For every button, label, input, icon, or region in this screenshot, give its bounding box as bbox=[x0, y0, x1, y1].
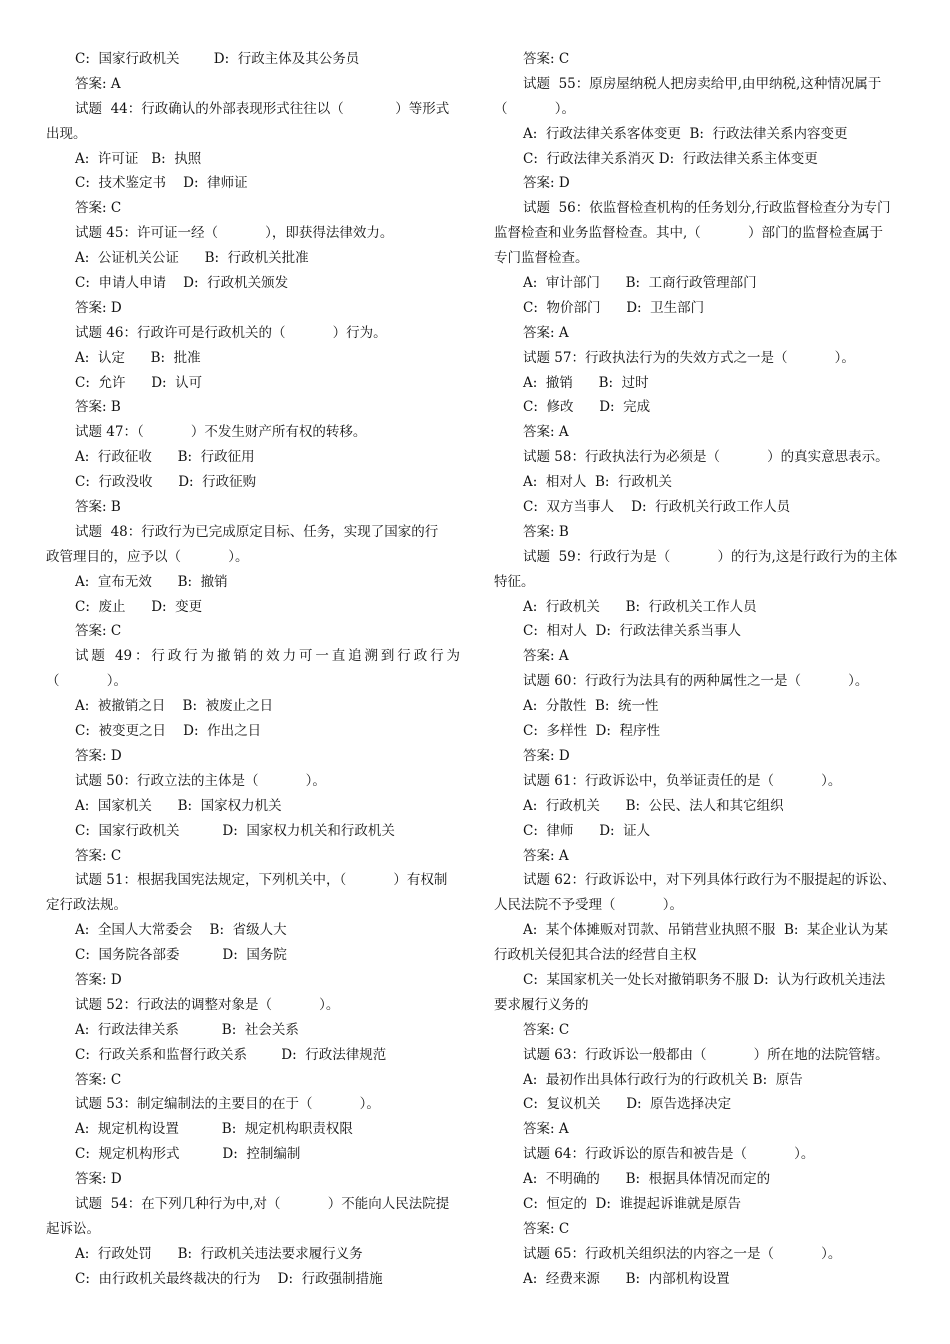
question-line: 试题 53：制定编制法的主要目的在于（ ）。 bbox=[75, 1096, 380, 1113]
answer-line: 答案: C bbox=[75, 1071, 122, 1088]
question-line: 试题 49：行政行为撤销的效力可一直追溯到行政行为 bbox=[75, 648, 460, 665]
continuation-line: （ ）。 bbox=[46, 673, 127, 690]
option-line: A: 全国人大常委会 B: 省级人大 bbox=[75, 922, 287, 939]
question-line: 试题 56：依监督检查机构的任务划分,行政监督检查分为专门 bbox=[523, 200, 891, 217]
answer-line: 答案: D bbox=[75, 299, 122, 316]
question-line: 试题 48：行政行为已完成原定目标、任务，实现了国家的行 bbox=[75, 523, 439, 540]
answer-line: 答案: C bbox=[75, 847, 122, 864]
continuation-line: 起诉讼。 bbox=[46, 1220, 100, 1237]
option-line: A: 行政机关 B: 行政机关工作人员 bbox=[523, 598, 757, 615]
answer-line: 答案: B bbox=[75, 399, 121, 416]
answer-line: 答案: C bbox=[75, 200, 122, 217]
answer-line: 答案: D bbox=[75, 971, 122, 988]
option-line: A: 撤销 B: 过时 bbox=[523, 374, 649, 391]
question-line: 试题 44：行政确认的外部表现形式往往以（ ）等形式 bbox=[75, 100, 450, 117]
continuation-line: 专门监督检查。 bbox=[494, 250, 589, 267]
option-line: C: 物价部门 D: 卫生部门 bbox=[523, 299, 705, 316]
option-line: C: 由行政机关最终裁决的行为 D: 行政强制措施 bbox=[75, 1270, 383, 1287]
continuation-line: 行政机关侵犯其合法的经营自主权 bbox=[494, 947, 697, 964]
continuation-line: 特征。 bbox=[494, 573, 535, 590]
option-line: A: 规定机构设置 B: 规定机构职责权限 bbox=[75, 1121, 353, 1138]
answer-line: 答案: C bbox=[75, 623, 122, 640]
answer-line: 答案: D bbox=[523, 747, 570, 764]
question-line: 试题 50：行政立法的主体是（ ）。 bbox=[75, 772, 326, 789]
option-line: A: 认定 B: 批准 bbox=[75, 349, 201, 366]
continuation-line: 出现。 bbox=[46, 125, 87, 142]
answer-line: 答案: A bbox=[75, 75, 121, 92]
question-line: 试题 63：行政诉讼一般都由（ ）所在地的法院管辖。 bbox=[523, 1046, 889, 1063]
option-line: C: 申请人申请 D: 行政机关颁发 bbox=[75, 275, 289, 292]
question-line: 试题 65：行政机关组织法的内容之一是（ ）。 bbox=[523, 1245, 842, 1262]
option-line: A: 行政法律关系 B: 社会关系 bbox=[75, 1021, 299, 1038]
option-line: C: 行政法律关系消灭 D: 行政法律关系主体变更 bbox=[523, 150, 818, 167]
question-line: 试题 52：行政法的调整对象是（ ）。 bbox=[75, 996, 340, 1013]
option-line: C: 复议机关 D: 原告选择决定 bbox=[523, 1096, 732, 1113]
left-column bbox=[46, 47, 460, 1292]
option-line: A: 分散性 B: 统一性 bbox=[523, 698, 659, 715]
question-line: 试题 46：行政许可是行政机关的（ ）行为。 bbox=[75, 324, 387, 341]
continuation-line: 人民法院不予受理（ ）。 bbox=[494, 897, 683, 914]
answer-line: 答案: B bbox=[75, 499, 121, 516]
option-line: C: 国家行政机关 D: 行政主体及其公务员 bbox=[75, 51, 360, 67]
option-line: A: 许可证 B: 执照 bbox=[75, 150, 202, 167]
continuation-line: 定行政法规。 bbox=[46, 897, 127, 914]
option-line: A: 不明确的 B: 根据具体情况而定的 bbox=[523, 1171, 771, 1188]
option-line: C: 修改 D: 完成 bbox=[523, 399, 651, 416]
option-line: C: 国务院各部委 D: 国务院 bbox=[75, 947, 287, 964]
option-line: C: 相对人 D: 行政法律关系当事人 bbox=[523, 623, 741, 640]
question-line: 试题 57：行政执法行为的失效方式之一是（ ）。 bbox=[523, 349, 855, 366]
option-line: A: 宣布无效 B: 撤销 bbox=[75, 573, 228, 590]
option-line: C: 多样性 D: 程序性 bbox=[523, 723, 660, 740]
question-line: 试题 62：行政诉讼中，对下列具体行政行为不服提起的诉讼、 bbox=[523, 872, 896, 889]
answer-line: 答案: C bbox=[523, 1220, 570, 1237]
continuation-line: （ ）。 bbox=[494, 100, 575, 117]
right-column bbox=[494, 47, 908, 1292]
option-line: C: 规定机构形式 D: 控制编制 bbox=[75, 1146, 301, 1163]
option-line: C: 恒定的 D: 谁提起诉谁就是原告 bbox=[523, 1195, 741, 1212]
answer-line: 答案: D bbox=[75, 747, 122, 764]
option-line: A: 被撤销之日 B: 被废止之日 bbox=[75, 698, 274, 715]
option-line: C: 行政没收 D: 行政征购 bbox=[75, 474, 257, 491]
continuation-line: 要求履行义务的 bbox=[494, 996, 589, 1013]
question-line: 试题 45：许可证一经（ ），即获得法律效力。 bbox=[75, 225, 394, 242]
option-line: A: 行政法律关系客体变更 B: 行政法律关系内容变更 bbox=[523, 125, 848, 142]
continuation-line: 政管理目的，应予以（ ）。 bbox=[46, 548, 249, 565]
continuation-line: 监督检查和业务监督检查。其中,（ ）部门的监督检查属于 bbox=[494, 225, 883, 242]
question-line: 试题 54：在下列几种行为中,对（ ）不能向人民法院提 bbox=[75, 1195, 450, 1212]
answer-line: 答案: D bbox=[523, 175, 570, 192]
question-line: 试题 61：行政诉讼中，负举证责任的是（ ）。 bbox=[523, 772, 842, 789]
option-line: A: 公证机关公证 B: 行政机关批准 bbox=[75, 250, 309, 267]
option-line: A: 审计部门 B: 工商行政管理部门 bbox=[523, 275, 757, 292]
question-line: 试题 59：行政行为是（ ）的行为,这是行政行为的主体 bbox=[523, 548, 898, 565]
option-line: C: 废止 D: 变更 bbox=[75, 598, 203, 615]
option-line: C: 被变更之日 D: 作出之日 bbox=[75, 723, 262, 740]
answer-line: 答案: A bbox=[523, 424, 569, 441]
question-line: 试题 58：行政执法行为必须是（ ）的真实意思表示。 bbox=[523, 449, 889, 466]
option-line: A: 行政机关 B: 公民、法人和其它组织 bbox=[523, 797, 784, 814]
answer-line: 答案: C bbox=[523, 1021, 570, 1038]
question-line: 试题 64：行政诉讼的原告和被告是（ ）。 bbox=[523, 1146, 815, 1163]
answer-line: 答案: A bbox=[523, 324, 569, 341]
option-line: A: 最初作出具体行政行为的行政机关 B: 原告 bbox=[523, 1071, 803, 1088]
answer-line: 答案: A bbox=[523, 1121, 569, 1138]
option-line: A: 经费来源 B: 内部机构设置 bbox=[523, 1270, 730, 1287]
option-line: C: 律师 D: 证人 bbox=[523, 822, 651, 839]
option-line: A: 国家机关 B: 国家权力机关 bbox=[75, 797, 282, 814]
option-line: A: 相对人 B: 行政机关 bbox=[523, 474, 673, 491]
option-line: C: 行政关系和监督行政关系 D: 行政法律规范 bbox=[75, 1046, 387, 1063]
question-line: 试题 60：行政行为法具有的两种属性之一是（ ）。 bbox=[523, 673, 869, 690]
option-line: C: 技术鉴定书 D: 律师证 bbox=[75, 175, 248, 192]
option-line: A: 行政处罚 B: 行政机关违法要求履行义务 bbox=[75, 1245, 363, 1262]
question-line: 试题 51：根据我国宪法规定，下列机关中，（ ）有权制 bbox=[75, 872, 448, 889]
option-line: C: 国家行政机关 D: 国家权力机关和行政机关 bbox=[75, 822, 395, 839]
option-line: C: 双方当事人 D: 行政机关行政工作人员 bbox=[523, 499, 791, 516]
question-line: 试题 55：原房屋纳税人把房卖给甲,由甲纳税,这种情况属于 bbox=[523, 75, 882, 92]
option-line: A: 某个体摊贩对罚款、吊销营业执照不服 B: 某企业认为某 bbox=[523, 922, 889, 939]
answer-line: 答案: A bbox=[523, 847, 569, 864]
answer-line: 答案: D bbox=[75, 1171, 122, 1188]
answer-line: 答案: A bbox=[523, 648, 569, 665]
option-line: C: 允许 D: 认可 bbox=[75, 374, 203, 391]
option-line: C: 某国家机关一处长对撤销职务不服 D: 认为行政机关违法 bbox=[523, 971, 886, 988]
option-line: A: 行政征收 B: 行政征用 bbox=[75, 449, 255, 466]
question-line: 试题 47：（ ）不发生财产所有权的转移。 bbox=[75, 424, 367, 441]
answer-line: 答案: C bbox=[523, 51, 570, 67]
answer-line: 答案: B bbox=[523, 523, 569, 540]
